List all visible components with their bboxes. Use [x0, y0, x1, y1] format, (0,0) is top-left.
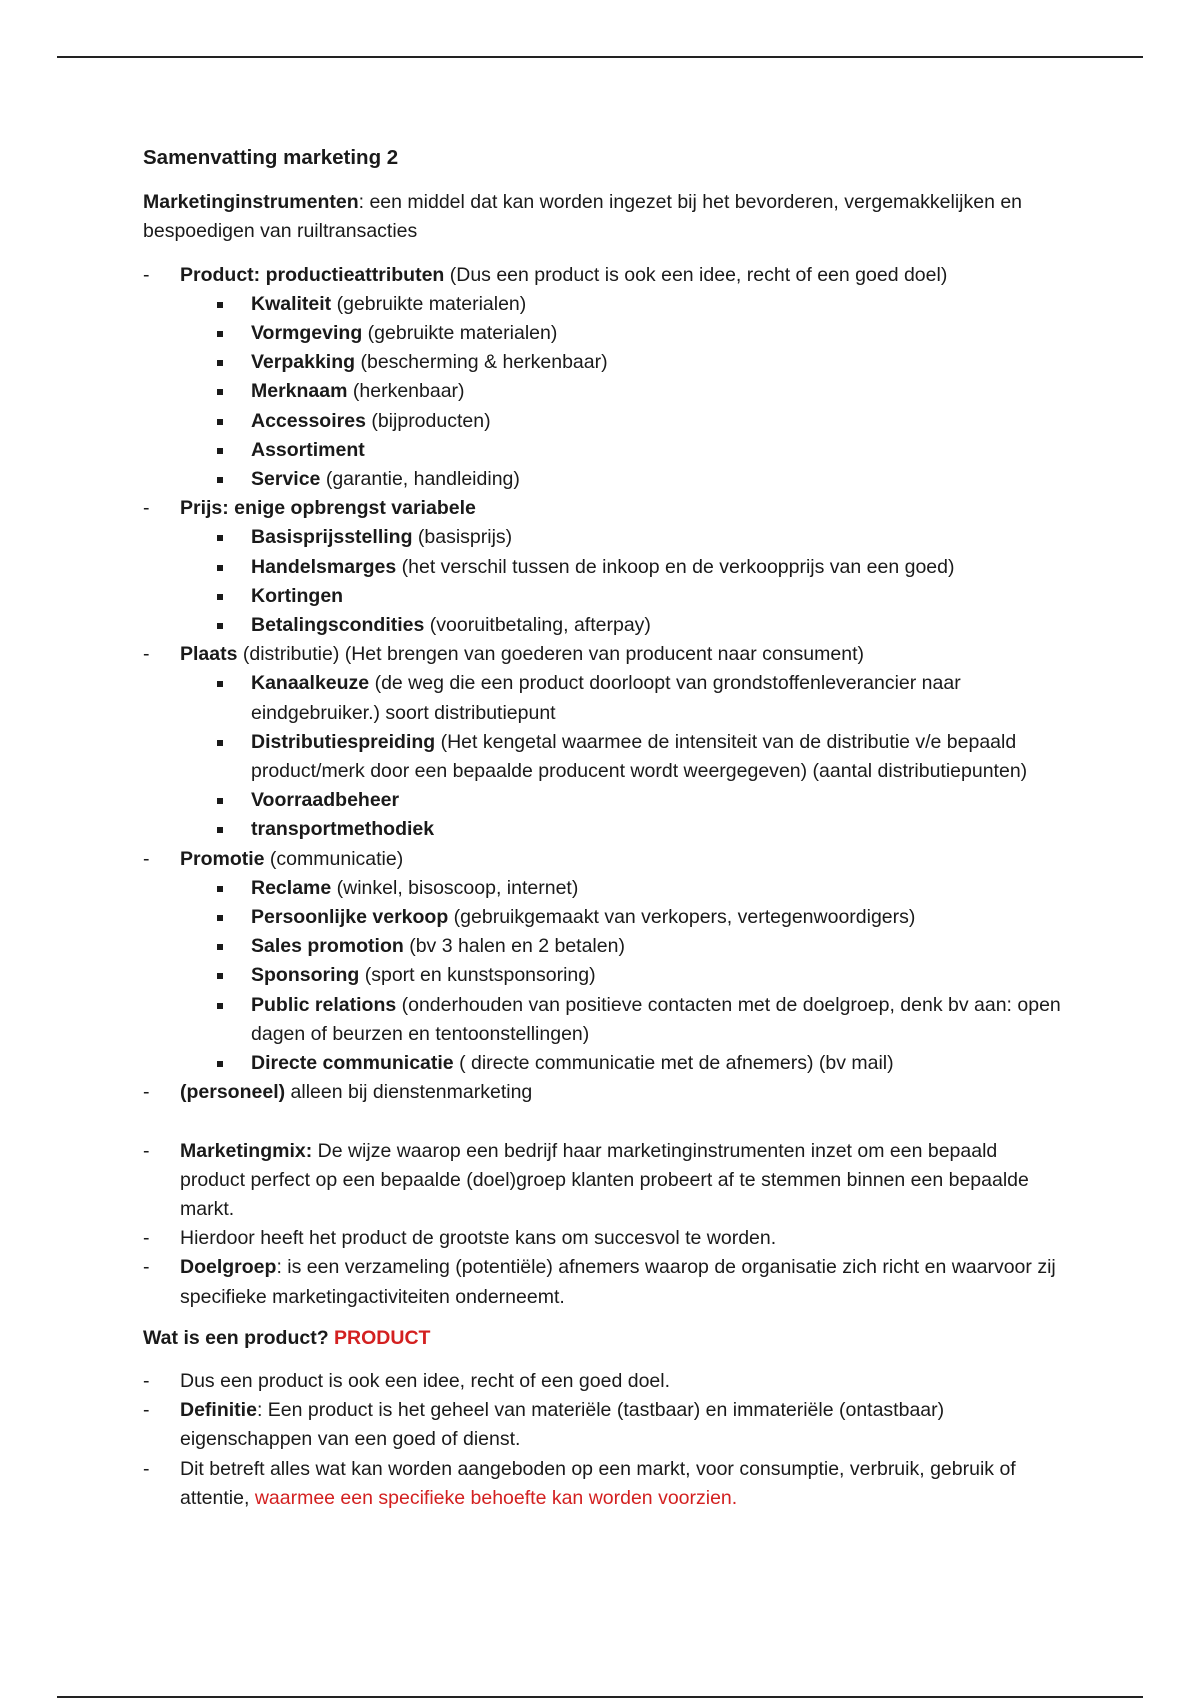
marketingmix-item	[143, 1137, 1063, 1225]
sub-list-item	[143, 669, 1063, 727]
dash-bullet-icon: -	[143, 1139, 150, 1162]
sub-item-term: Sales promotion	[251, 935, 404, 958]
square-bullet-icon	[217, 944, 223, 950]
sub-item-term: Vormgeving	[251, 322, 363, 345]
square-bullet-icon	[217, 827, 223, 833]
item-text: (distributie) (Het brengen van goederen van producent naar consument)	[237, 643, 864, 666]
sub-item-term: transportmethodiek	[251, 818, 435, 841]
sub-list-item	[143, 465, 1063, 494]
sub-item-text: (bijproducten)	[365, 409, 491, 432]
sub-list-item	[143, 611, 1063, 640]
sub-item-text: (het verschil tussen de inkoop en de verkoopprijs van een goed)	[396, 555, 955, 578]
sub-item-text: (onderhouden van positieve contacten met de doelgroep, denk bv aan: open dagen of beurzen en tentoonstellingen)	[251, 993, 1061, 1045]
page-header-rule	[57, 56, 1143, 58]
sub-list-item	[143, 1049, 1063, 1078]
sub-item-text: (de weg die een product doorloopt van grondstoffenleverancier naar eindgebruiker.) soort distributiepunt	[251, 672, 961, 724]
item-text: Dit betreft alles wat kan worden aangeboden op een markt, voor consumptie, verbruik, gebruik of attentie,	[180, 1457, 1016, 1509]
sub-item-text: (bv 3 halen en 2 betalen)	[403, 935, 625, 958]
sub-item-term: Kortingen	[251, 584, 344, 607]
sub-list-item	[143, 786, 1063, 815]
sub-item-term: Assortiment	[251, 438, 365, 461]
marketingmix-list	[143, 1137, 1063, 1312]
sub-list-item	[143, 436, 1063, 465]
item-text: : is een verzameling (potentiële) afnemers waarop de organisatie zich richt en waarvoor zij specifieke marketingactiviteiten onderneemt.	[180, 1256, 1056, 1308]
item-text: De wijze waarop een bedrijf haar marketinginstrumenten inzet om een bepaald product perfect op een bepaalde (doel)groep klanten probeert af te stemmen binnen een bepaalde markt.	[180, 1139, 1029, 1220]
dash-bullet-icon: -	[143, 1081, 150, 1104]
sub-item-text: (vooruitbetaling, afterpay)	[424, 614, 651, 637]
square-bullet-icon	[217, 448, 223, 454]
sub-item-term: Betalingscondities	[251, 614, 425, 637]
square-bullet-icon	[217, 565, 223, 571]
item-text: : Een product is het geheel van materiële (tastbaar) en immateriële (ontastbaar) eigenschappen van een goed of dienst.	[180, 1399, 945, 1451]
sub-item-term: Distributiespreiding	[251, 730, 436, 753]
sub-list-item	[143, 553, 1063, 582]
square-bullet-icon	[217, 535, 223, 541]
dash-bullet-icon: -	[143, 1399, 150, 1422]
sub-item-text: (bescherming & herkenbaar)	[355, 351, 608, 374]
product-item	[143, 1396, 1063, 1454]
intro-term: Marketinginstrumenten	[143, 191, 359, 214]
item-text: Hierdoor heeft het product de grootste kans om succesvol te worden.	[180, 1227, 777, 1250]
sub-item-term: Handelsmarges	[251, 555, 397, 578]
item-term: Prijs: enige opbrengst variabele	[180, 497, 476, 520]
sub-item-term: Persoonlijke verkoop	[251, 906, 449, 929]
sub-list-item	[143, 991, 1063, 1049]
dash-bullet-icon: -	[143, 1256, 150, 1279]
dash-bullet-icon: -	[143, 1457, 150, 1480]
sub-list-item	[143, 961, 1063, 990]
sub-item-term: Voorraadbeheer	[251, 789, 400, 812]
item-term: Promotie	[180, 847, 265, 870]
item-text: alleen bij dienstenmarketing	[285, 1081, 533, 1104]
sub-list-item	[143, 728, 1063, 786]
dash-bullet-icon: -	[143, 497, 150, 520]
page-footer-rule	[57, 1696, 1143, 1698]
sub-item-term: Kwaliteit	[251, 292, 332, 315]
square-bullet-icon	[217, 360, 223, 366]
square-bullet-icon	[217, 331, 223, 337]
dash-bullet-icon: -	[143, 1227, 150, 1250]
square-bullet-icon	[217, 973, 223, 979]
product-definition-list	[143, 1367, 1063, 1513]
marketingmix-item	[143, 1224, 1063, 1253]
square-bullet-icon	[217, 886, 223, 892]
dash-bullet-icon: -	[143, 263, 150, 286]
product-item	[143, 1455, 1063, 1513]
sub-list-item	[143, 523, 1063, 552]
square-bullet-icon	[217, 915, 223, 921]
sub-list-item	[143, 815, 1063, 844]
instrument-item	[143, 845, 1063, 874]
square-bullet-icon	[217, 302, 223, 308]
product-item	[143, 1367, 1063, 1396]
sub-item-text: (winkel, bisoscoop, internet)	[331, 876, 579, 899]
square-bullet-icon	[217, 623, 223, 629]
product-heading	[143, 1324, 1063, 1353]
intro-paragraph	[143, 188, 1063, 246]
square-bullet-icon	[217, 419, 223, 425]
item-term: (personeel)	[180, 1081, 286, 1104]
dash-bullet-icon: -	[143, 643, 150, 666]
square-bullet-icon	[217, 389, 223, 395]
instrument-item	[143, 261, 1063, 290]
sub-item-text: (Het kengetal waarmee de intensiteit van de distributie v/e bepaald product/merk door een bepaalde producent wordt weergegeven) (aantal distributiepunten)	[251, 730, 1028, 783]
sub-list-item	[143, 932, 1063, 961]
square-bullet-icon	[217, 740, 223, 746]
instrument-item	[143, 640, 1063, 669]
sub-item-term: Kanaalkeuze	[251, 672, 370, 695]
sub-item-term: Directe communicatie	[251, 1052, 454, 1075]
sub-item-term: Service	[251, 468, 321, 491]
sub-item-text: (sport en kunstsponsoring)	[359, 964, 596, 987]
document-body	[143, 143, 1063, 1513]
sub-item-term: Accessoires	[251, 409, 366, 432]
item-term: Product: productieattributen	[180, 263, 445, 286]
page-title: Samenvatting marketing 2	[143, 146, 399, 169]
sub-item-term: Verpakking	[251, 351, 356, 374]
sub-item-term: Basisprijsstelling	[251, 526, 413, 549]
square-bullet-icon	[217, 798, 223, 804]
product-heading-red: PRODUCT	[334, 1326, 431, 1349]
sub-item-term: Merknaam	[251, 380, 348, 403]
instruments-list	[143, 261, 1063, 1108]
item-text: Dus een product is ook een idee, recht of een goed doel.	[180, 1369, 671, 1392]
sub-list-item	[143, 903, 1063, 932]
sub-item-term: Public relations	[251, 993, 397, 1016]
item-term: Doelgroep	[180, 1256, 277, 1279]
item-text: (communicatie)	[264, 847, 404, 870]
square-bullet-icon	[217, 1003, 223, 1009]
item-term: Plaats	[180, 643, 238, 666]
instrument-item	[143, 494, 1063, 523]
sub-list-item	[143, 377, 1063, 406]
dash-bullet-icon: -	[143, 847, 150, 870]
item-text: (Dus een product is ook een idee, recht of een goed doel)	[444, 263, 948, 286]
sub-list-item	[143, 348, 1063, 377]
square-bullet-icon	[217, 681, 223, 687]
marketingmix-item	[143, 1253, 1063, 1311]
sub-item-text: (garantie, handleiding)	[320, 468, 520, 491]
square-bullet-icon	[217, 1061, 223, 1067]
sub-item-text: (basisprijs)	[412, 526, 513, 549]
intro-text: : een middel dat kan worden ingezet bij het bevorderen, vergemakkelijken en bespoedigen van ruiltransacties	[143, 191, 1023, 243]
sub-item-text: (gebruikte materialen)	[362, 322, 558, 345]
sub-item-text: (gebruikte materialen)	[331, 292, 527, 315]
sub-item-text: ( directe communicatie met de afnemers) (bv mail)	[453, 1052, 894, 1075]
sub-list-item	[143, 407, 1063, 436]
item-term: Marketingmix:	[180, 1139, 313, 1162]
item-highlight: waarmee een specifieke behoefte kan worden voorzien.	[254, 1486, 738, 1509]
sub-item-term: Reclame	[251, 876, 332, 899]
sub-list-item	[143, 874, 1063, 903]
sub-item-text: (gebruikgemaakt van verkopers, vertegenwoordigers)	[448, 906, 916, 929]
sub-item-text: (herkenbaar)	[347, 380, 465, 403]
square-bullet-icon	[217, 477, 223, 483]
sub-list-item	[143, 319, 1063, 348]
product-heading-text: Wat is een product?	[143, 1326, 329, 1349]
item-term: Definitie	[180, 1399, 257, 1422]
sub-list-item	[143, 582, 1063, 611]
square-bullet-icon	[217, 594, 223, 600]
sub-item-term: Sponsoring	[251, 964, 360, 987]
sub-list-item	[143, 290, 1063, 319]
dash-bullet-icon: -	[143, 1369, 150, 1392]
instrument-item	[143, 1078, 1063, 1107]
